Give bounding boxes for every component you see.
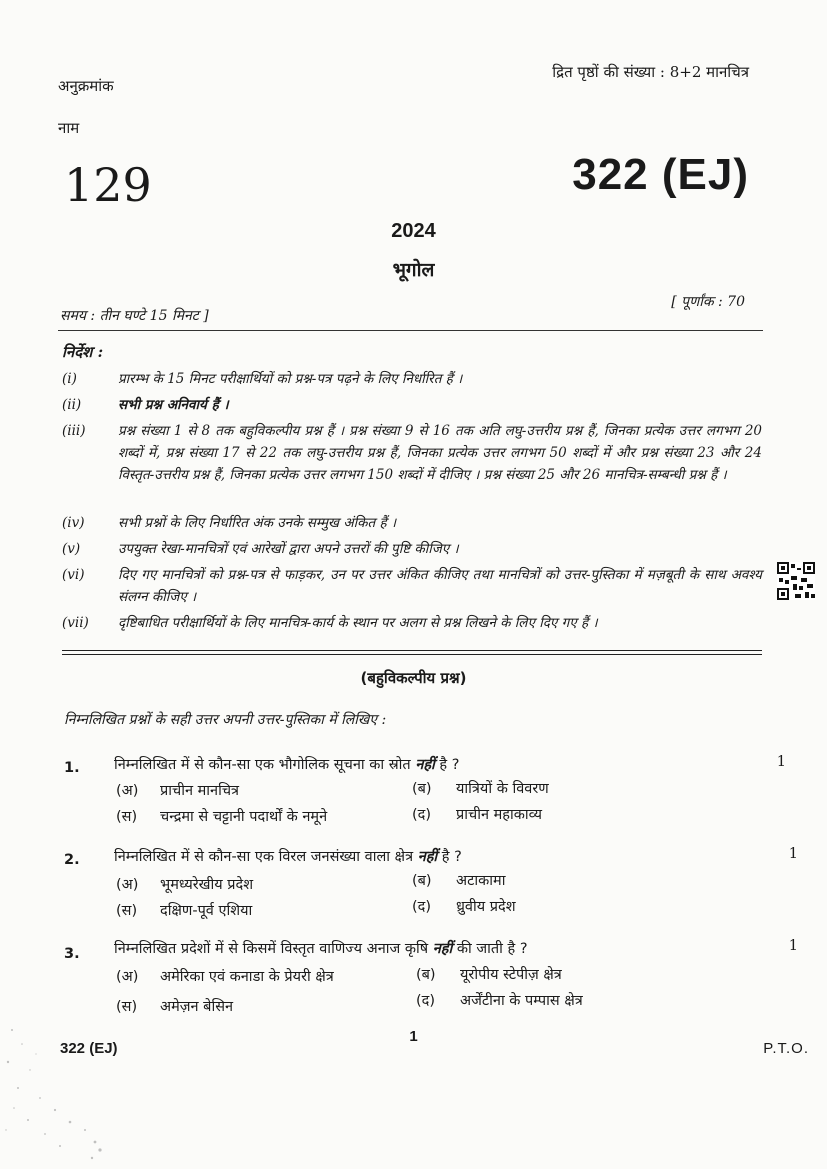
please-turn-over: P.T.O. (763, 1040, 809, 1057)
question-mark: 1 (788, 938, 798, 954)
question-number: 2. (64, 852, 80, 868)
question-mark: 1 (788, 846, 798, 862)
section-title: (बहुविकल्पीय प्रश्न) (360, 669, 467, 687)
instruction-item (62, 564, 762, 608)
option: (स) अमेज़न बेसिन (116, 999, 234, 1015)
option: (स) दक्षिण-पूर्व एशिया (116, 903, 253, 919)
section-divider (62, 650, 762, 655)
option: (अ) भूमध्यरेखीय प्रदेश (116, 877, 254, 893)
instruction-text: दृष्टिबाधित परीक्षार्थियों के लिए मानचित्र-कार्य के स्थान पर अलग से प्रश्न लिखने के लिए दिए गए हैं । (118, 615, 598, 631)
instruction-text: प्रश्न संख्या 1 से 8 तक बहुविकल्पीय प्रश्न हैं । प्रश्न संख्या 9 से 16 तक अति लघु-उत्तरीय प्रश्न हैं, जिनका प्रत्येक उत्तर लगभग 20 शब्दों में, प्रश्न संख्या 17 से 22 तक लघु-उत्तरीय प्रश्न हैं, जिनका प्रत्येक उत्तर लगभग 50 शब्दों में और प्रश्न संख्या 23 और 24 विस्तृत-उत्तरीय प्रश्न हैं, जिनका प्रत्येक उत्तर लगभग 150 शब्दों में दीजिए । प्रश्न संख्या 25 और 26 मानचित्र-सम्बन्धी प्रश्न हैं । (118, 423, 762, 483)
option: (अ) प्राचीन मानचित्र (116, 783, 240, 799)
section-instruction: निम्नलिखित प्रश्नों के सही उत्तर अपनी उत्तर-पुस्तिका में लिखिए : (64, 712, 387, 728)
instructions-title: निर्देश : (62, 343, 104, 361)
scan-noise-texture (0, 1010, 140, 1169)
paper-code: 322 (EJ) (572, 150, 749, 199)
page-number: 1 (409, 1028, 418, 1045)
instruction-item (62, 368, 762, 390)
instruction-item (62, 512, 762, 534)
qr-code-icon (777, 562, 815, 600)
option: (ब) यूरोपीय स्टेपीज़ क्षेत्र (416, 967, 562, 983)
time-allowed: समय : तीन घण्टे 15 मिनट ] (60, 308, 209, 324)
option: (द) अर्जेंटीना के पम्पास क्षेत्र (416, 993, 583, 1009)
instruction-number: (i) (62, 371, 77, 387)
instruction-text: सभी प्रश्नों के लिए निर्धारित अंक उनके सम्मुख अंकित हैं । (118, 515, 397, 531)
instruction-number: (v) (62, 541, 81, 557)
question-number: 3. (64, 946, 80, 962)
instruction-item (62, 612, 762, 634)
instruction-item (62, 394, 762, 416)
instruction-number: (vi) (62, 567, 85, 583)
question-text: निम्नलिखित में से कौन-सा एक विरल जनसंख्या वाला क्षेत्र नहीं है ? (114, 849, 462, 865)
question-item (64, 938, 804, 1014)
footer-paper-code: 322 (EJ) (60, 1040, 118, 1057)
question-item (64, 846, 804, 919)
option: (ब) अटाकामा (412, 873, 506, 889)
subject-title: भूगोल (392, 259, 435, 281)
option: (द) ध्रुवीय प्रदेश (412, 899, 516, 915)
question-number: 1. (64, 760, 80, 776)
instruction-number: (vii) (62, 615, 89, 631)
instruction-text: उपयुक्त रेखा-मानचित्रों एवं आरेखों द्वारा अपने उत्तरों की पुष्टि कीजिए । (118, 541, 459, 557)
roll-number-label: अनुक्रमांक (58, 77, 114, 95)
option: (ब) यात्रियों के विवरण (412, 781, 549, 797)
instruction-item (62, 538, 762, 560)
option: (अ) अमेरिका एवं कनाडा के प्रेयरी क्षेत्र (116, 969, 334, 985)
exam-year: 2024 (391, 220, 436, 242)
question-text: निम्नलिखित में से कौन-सा एक भौगोलिक सूचना का स्रोत नहीं है ? (114, 757, 460, 773)
header-divider (58, 330, 763, 331)
option: (द) प्राचीन महाकाव्य (412, 807, 543, 823)
name-label: नाम (58, 119, 80, 137)
instruction-number: (iii) (62, 423, 86, 439)
question-mark: 1 (776, 754, 786, 770)
instruction-text: सभी प्रश्न अनिवार्य हैं । (118, 397, 229, 413)
option: (स) चन्द्रमा से चट्टानी पदार्थों के नमूने (116, 809, 328, 825)
printed-pages-info: द्रित पृष्ठों की संख्या : 8+2 मानचित्र (552, 63, 749, 81)
instruction-item (62, 420, 762, 508)
question-text: निम्नलिखित प्रदेशों में से किसमें विस्तृत वाणिज्य अनाज कृषि नहीं की जाती है ? (114, 941, 528, 957)
max-marks: [ पूर्णांक : 70 (671, 294, 745, 310)
instruction-text: प्रारम्भ के 15 मिनट परीक्षार्थियों को प्रश्न-पत्र पढ़ने के लिए निर्धारित हैं । (118, 371, 463, 387)
instruction-text: दिए गए मानचित्रों को प्रश्न-पत्र से फाड़कर, उन पर उत्तर अंकित कीजिए तथा मानचित्रों को उत्तर-पुस्तिका में मज़बूती के साथ अवश्य संलग्न कीजिए । (118, 567, 762, 605)
instruction-number: (ii) (62, 397, 82, 413)
serial-number: 129 (64, 158, 152, 212)
instruction-number: (iv) (62, 515, 85, 531)
question-item (64, 754, 804, 824)
